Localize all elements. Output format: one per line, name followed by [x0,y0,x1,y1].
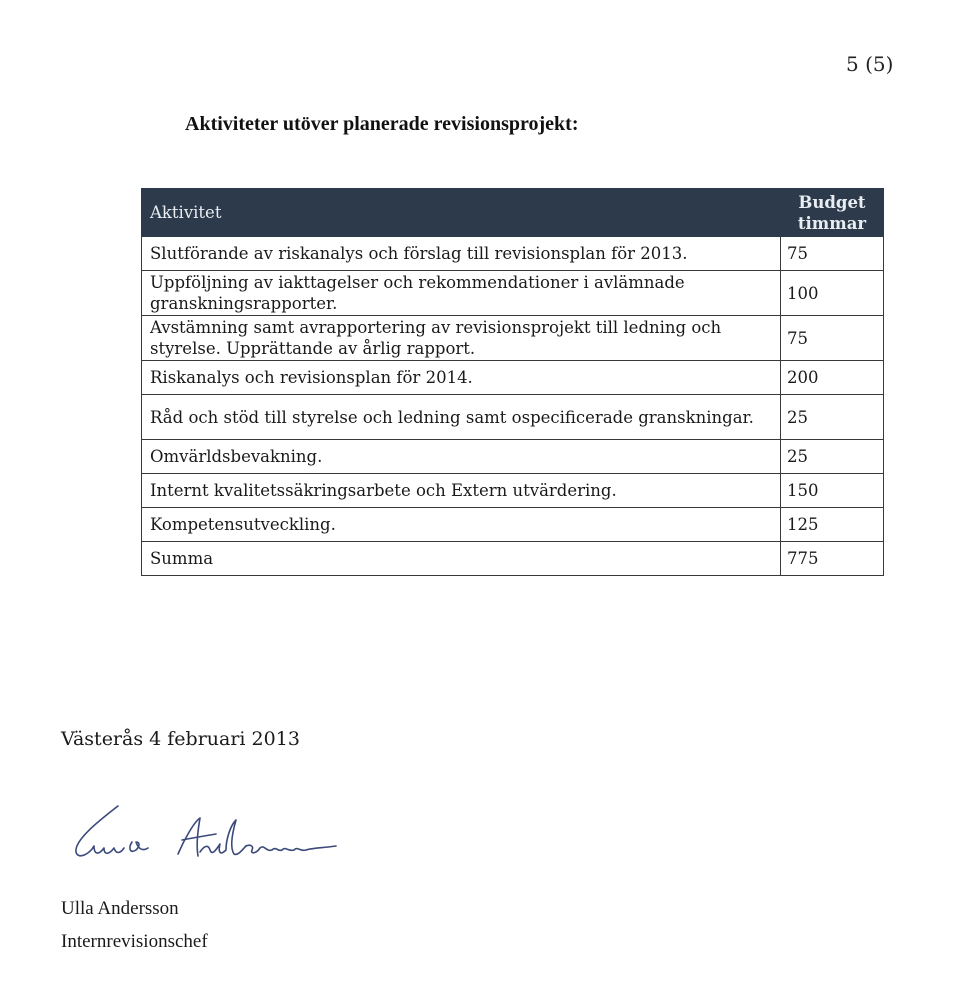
activity-cell: Kompetensutveckling. [142,508,781,542]
table-row [142,395,884,440]
activity-cell: Omvärldsbevakning. [142,440,781,474]
table-row [142,474,884,508]
page-number: 5 (5) [846,52,894,76]
header-activity: Aktivitet [142,189,781,237]
activity-cell: Uppföljning av iakttagelser och rekommendationer i avlämnade granskningsrapporter. [142,271,781,316]
place-and-date: Västerås 4 februari 2013 [61,728,300,750]
activity-cell: Slutförande av riskanalys och förslag till revisionsplan för 2013. [142,237,781,271]
hours-cell: 25 [781,440,884,474]
table-row [142,316,884,361]
table-row [142,361,884,395]
activities-table [141,188,884,576]
total-hours-cell: 775 [781,542,884,576]
table-row [142,508,884,542]
header-hours-label: timmar [797,213,867,233]
hours-cell: 75 [781,316,884,361]
table-header-row [142,189,884,237]
activity-cell: Råd och stöd till styrelse och ledning samt ospecificerade granskningar. [142,395,781,440]
header-budget-hours [781,189,884,237]
table-row-total [142,542,884,576]
activity-cell: Internt kvalitetssäkringsarbete och Extern utvärdering. [142,474,781,508]
hours-cell: 125 [781,508,884,542]
section-heading: Aktiviteter utöver planerade revisionsprojekt: [185,113,579,135]
table-row [142,271,884,316]
hours-cell: 75 [781,237,884,271]
activity-cell: Riskanalys och revisionsplan för 2014. [142,361,781,395]
hours-cell: 150 [781,474,884,508]
hours-cell: 25 [781,395,884,440]
header-budget-label: Budget [798,192,866,212]
table-row [142,237,884,271]
signer-title: Internrevisionschef [61,931,208,952]
table-row [142,440,884,474]
activity-cell: Avstämning samt avrapportering av revisionsprojekt till ledning och styrelse. Upprättande av årlig rapport. [142,316,781,361]
signer-name: Ulla Andersson [61,898,179,919]
total-label-cell: Summa [142,542,781,576]
hours-cell: 200 [781,361,884,395]
hours-cell: 100 [781,271,884,316]
handwritten-signature [60,800,360,880]
